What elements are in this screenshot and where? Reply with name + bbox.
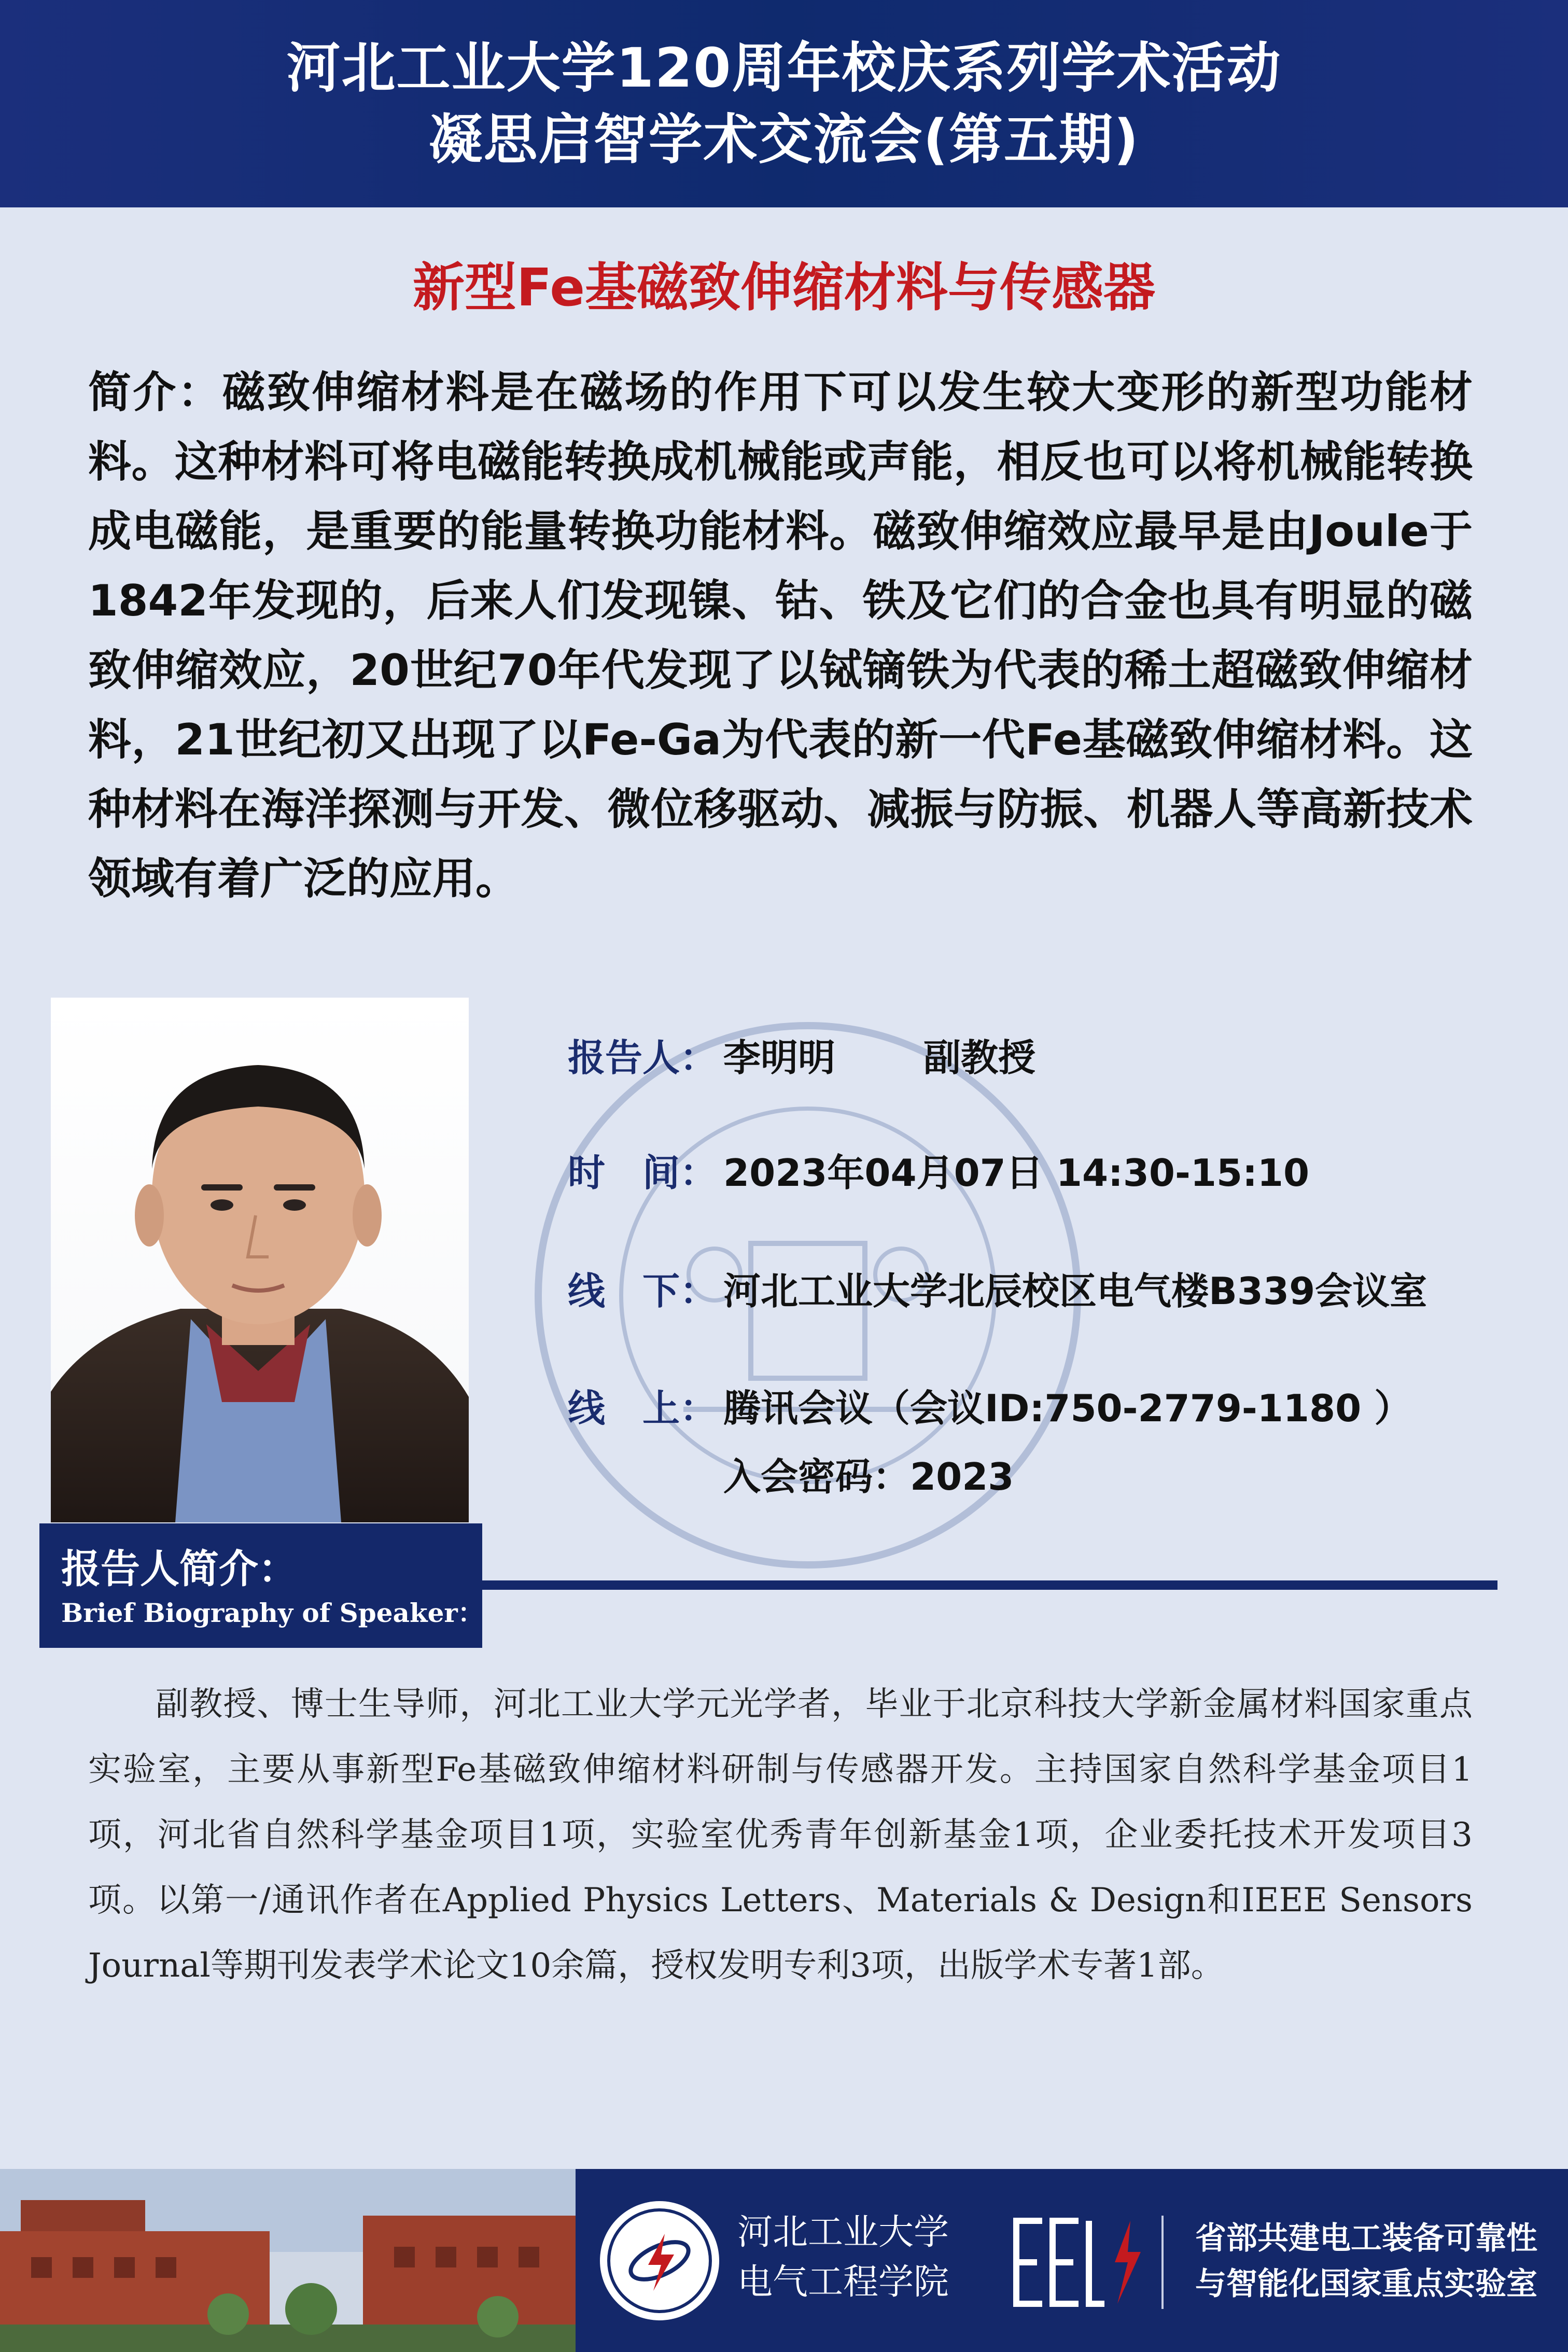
offline-location: 河北工业大学北辰校区电气楼B339会议室	[723, 1269, 1427, 1313]
campus-building-image	[0, 2169, 576, 2352]
event-series-title: 河北工业大学120周年校庆系列学术活动	[286, 36, 1282, 100]
speaker-photo	[51, 998, 469, 1522]
footer-bar	[0, 2169, 1568, 2352]
offline-row	[568, 1265, 1427, 1317]
lab-logo	[1011, 2216, 1146, 2309]
school-name-line2: 电气工程学院	[737, 2262, 949, 2303]
time-value: 2023年04月07日 14:30-15:10	[723, 1151, 1310, 1195]
online-meeting: 腾讯会议（会议ID:750-2779-1180 ）	[723, 1387, 1412, 1430]
talk-title: 新型Fe基磁致伸缩材料与传感器	[412, 257, 1156, 318]
bio-divider	[482, 1580, 1497, 1590]
speaker-biography: 副教授、博士生导师，河北工业大学元光学者，毕业于北京科技大学新金属材料国家重点实验室，主要从事新型Fe基磁致伸缩材料研制与传感器开发。主持国家自然科学基金项目1项，河北省自然科学基金项目1项，实验室优秀青年创新基金1项，企业委托技术开发项目3项。以第一/通讯作者在Applied Physics Letters、Materials & Design和IEEE Sensors Journal等期刊发表学术论文10余篇，授权发明专利3项，出版学术专著1部。	[88, 1685, 1473, 1985]
time-label: 时 间：	[568, 1151, 718, 1195]
speaker-title: 副教授	[923, 1036, 1036, 1080]
password-row	[723, 1451, 1014, 1503]
lab-name-line2: 与智能化国家重点实验室	[1195, 2266, 1537, 2302]
bio-subtitle: Brief Biography of Speaker：	[61, 1598, 484, 1628]
offline-label: 线 下：	[568, 1269, 718, 1313]
lab-name	[1195, 2216, 1537, 2307]
event-session-title: 凝思启智学术交流会(第五期)	[428, 108, 1140, 171]
lab-name-line1: 省部共建电工装备可靠性	[1195, 2220, 1537, 2257]
header-banner	[0, 0, 1568, 207]
online-row	[568, 1382, 1411, 1434]
time-row	[568, 1147, 1309, 1199]
school-name	[737, 2208, 949, 2307]
bio-title: 报告人简介：	[61, 1546, 298, 1592]
speaker-label: 报告人：	[568, 1036, 718, 1080]
school-name-line1: 河北工业大学	[737, 2212, 949, 2253]
speaker-row	[568, 1032, 1035, 1084]
school-logo	[596, 2197, 723, 2325]
online-label: 线 上：	[568, 1387, 718, 1430]
speaker-name: 李明明	[723, 1036, 836, 1080]
talk-introduction: 简介：磁致伸缩材料是在磁场的作用下可以发生较大变形的新型功能材料。这种材料可将电磁能转换成机械能或声能，相反也可以将机械能转换成电磁能，是重要的能量转换功能材料。磁致伸缩效应最早是由Joule于1842年发现的，后来人们发现镍、钴、铁及它们的合金也具有明显的磁致伸缩效应，20世纪70年代发现了以铽镝铁为代表的稀土超磁致伸缩材料，21世纪初又出现了以Fe-Ga为代表的新一代Fe基磁致伸缩材料。这种材料在海洋探测与开发、微位移驱动、减振与防振、机器人等高新技术领域有着广泛的应用。	[88, 367, 1473, 904]
meeting-password: 入会密码：2023	[723, 1455, 1014, 1499]
footer-divider	[1161, 2216, 1164, 2309]
